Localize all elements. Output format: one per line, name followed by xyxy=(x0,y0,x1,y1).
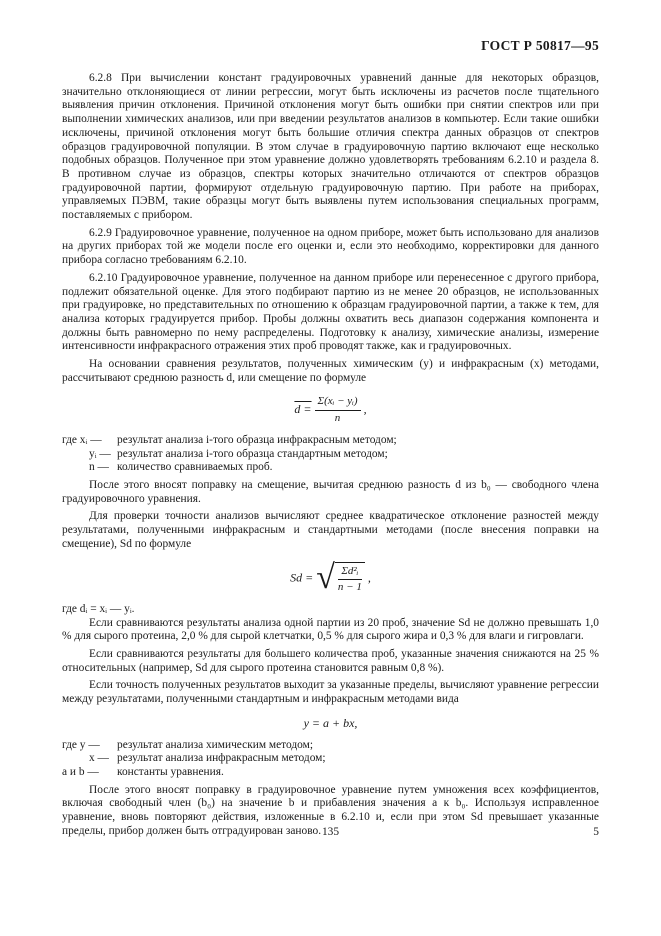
definitions-list-1 xyxy=(62,434,599,475)
definitions-list-2 xyxy=(62,739,599,780)
paragraph-coefficient-correction: После этого вносят поправку в градуировочное уравнение путем умножения всех коэффициентов, включая свободный член (b₀) на значение b и прибавления значения a к b₀. Используя исправленное уравнение, вновь повторяют действия, изложенные в 6.2.10 и, если при этом Sd превышает указанные пределы, прибор должен быть отградуирован заново. xyxy=(62,783,599,837)
formula-tail: , xyxy=(367,569,371,584)
definition-term: a и b — xyxy=(62,765,99,778)
formula-numerator: Σd²ᵢ xyxy=(338,565,362,581)
paragraph-bias-correction: После этого вносят поправку на смещение, вычитая среднюю разность d из b₀ — свободного члена градуировочного уравнения. xyxy=(62,478,599,505)
formula-fraction xyxy=(315,395,361,425)
formula-tail: , xyxy=(363,402,367,417)
paragraph-sd-large-sample: Если сравниваются результаты для большего количества проб, указанные значения снижаются на 25 % относительных (например, Sd для сырого протеина становится равным 0,8 %). xyxy=(62,648,599,674)
paragraph-6-2-9: 6.2.9 Градуировочное уравнение, полученное на одном приборе, может быть использовано для анализов на других приборах той же модели после его оценки и, если это необходимо, корректировки для данного прибора согласно требованиям 6.2.10. xyxy=(62,226,599,267)
definition-row xyxy=(62,752,599,766)
formula-denominator: n xyxy=(334,412,341,425)
definition-term: n — xyxy=(89,461,109,474)
definition-row xyxy=(62,739,599,753)
definition-desc: результат анализа химическим методом; xyxy=(117,738,313,751)
paragraph-regression: Если точность полученных результатов выходит за указанные пределы, вычисляют уравнение регрессии между результатами, полученными стандартным и инфракрасным методами вида xyxy=(62,679,599,706)
sqrt-icon: √ xyxy=(316,559,335,597)
definition-desc: константы уравнения. xyxy=(117,765,224,778)
paragraph-6-2-8: 6.2.8 При вычислении констант градуировочных уравнений данные для некоторых образцов, значительно отклоняющиеся от линии регрессии, могут быть исключены из расчетов после тщательного выявления причин отклонения. Причиной отклонения могут быть ошибки при снятии спектров или при выполнении химических анализов, или при введении результатов анализов в компьютер. Если такие ошибки исключены, причиной отклонения могут быть большие отличия спектра данных образцов от спектров образцов градуировочной популяции. В этом случае в градуировочную партию включают еще несколько подобных образцов. Полученное при этом уравнение должно удовлетворять требованиям 6.2.10 и раздела 8. В противном случае из образцов, спектры которых значительно отличаются от спектров образцов градуировочной партии, формируют отдельную градуировочную партию. При работе на приборах, управляемых ПЭВМ, такие образцы могут быть выявлены путем использования специальных программ, поставляемых с прибором. xyxy=(62,72,599,222)
formula-numerator: Σ(xᵢ − yᵢ) xyxy=(315,395,361,411)
definition-desc: результат анализа i-того образца инфракрасным методом; xyxy=(117,433,397,446)
paragraph-mean-difference: На основании сравнения результатов, полученных химическим (y) и инфракрасным (x) методами, рассчитывают среднюю разность d, или смещение по формуле xyxy=(62,358,599,384)
document-id: ГОСТ Р 50817—95 xyxy=(481,38,599,53)
definition-row xyxy=(62,448,599,462)
definition-row xyxy=(62,766,599,780)
page-body xyxy=(62,72,599,838)
definition-desc: результат анализа инфракрасным методом; xyxy=(117,752,326,765)
formula-mean-difference xyxy=(62,395,599,425)
formula-regression: y = a + bx, xyxy=(303,715,358,730)
paragraph-6-2-10: 6.2.10 Градуировочное уравнение, полученное на данном приборе или перенесенное с другого прибора, подлежит обязательной оценке. Для этого подбирают партию из не менее 20 образцов, не использованных при градуировке, но представительных по отношению к образцам градуировочной партии, а также к тем, для анализа которых градуируется прибор. Пробы должны охватить весь диапазон содержания компонента и должны быть равномерно по нему распределены. Подготовку к анализу, химические анализы, измерение интенсивности инфракрасного отражения этих проб проводят также, как и градуировочных. xyxy=(62,271,599,353)
definition-term: где y — xyxy=(62,738,100,751)
definition-term: где xᵢ — xyxy=(62,433,102,446)
paragraph-standard-deviation: Для проверки точности анализов вычисляют среднее квадратическое отклонение разностей между результатами, полученными инфракрасным и стандартными методами (после внесения поправки на смещение), Sd по формуле xyxy=(62,510,599,550)
formula-lhs: d = xyxy=(294,402,312,417)
sheet-number: 5 xyxy=(593,826,599,838)
definition-desc: количество сравниваемых проб. xyxy=(117,461,273,474)
formula-lhs: Sd = xyxy=(290,569,314,584)
formula-standard-deviation xyxy=(62,559,599,597)
definition-term: yᵢ — xyxy=(89,447,111,460)
paragraph-sd-limits: Если сравниваются результаты анализа одной партии из 20 проб, значение Sd не должно превышать 1,0 % для сырого протеина, 2,0 % для сырой клетчатки, 0,5 % для сырого жира и 0,3 % для влаги и гигровлаги. xyxy=(62,616,599,643)
definition-term: x — xyxy=(89,752,109,765)
definition-desc: результат анализа i-того образца стандартным методом; xyxy=(117,447,388,460)
page-number: 135 xyxy=(321,826,340,838)
formula-fraction xyxy=(338,565,362,595)
sqrt-content xyxy=(335,562,365,595)
formula-denominator: n − 1 xyxy=(337,581,362,594)
where-difference: где dᵢ = xᵢ — yᵢ. xyxy=(62,602,135,615)
definition-row xyxy=(62,434,599,448)
definition-row xyxy=(62,461,599,475)
